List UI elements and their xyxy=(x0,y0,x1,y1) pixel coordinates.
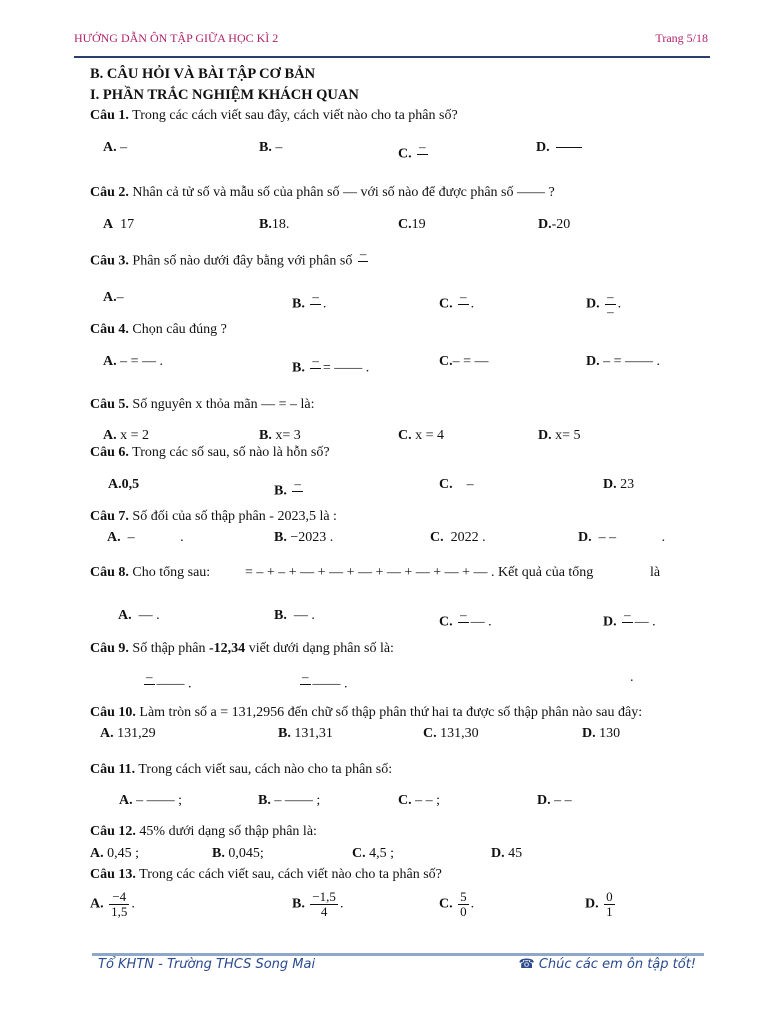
option-d[interactable]: D. $\frac{0}{1}$ xyxy=(585,889,613,919)
option-b[interactable]: B. — . xyxy=(274,608,315,623)
fraction-bar xyxy=(556,147,582,148)
option-c[interactable]: C.– = — xyxy=(439,354,489,369)
option-a[interactable]: A. $\frac{-4}{1,5}$ . xyxy=(90,889,135,919)
footer-message: ☎ Chúc các em ôn tập tốt! xyxy=(518,957,696,972)
section-title: B. CÂU HỎI VÀ BÀI TẬP CƠ BẢN xyxy=(90,66,316,82)
option-a[interactable]: A. – = — . xyxy=(103,354,164,369)
option-c[interactable]: C. x = 4 xyxy=(398,428,445,443)
option-c[interactable]: C. – xyxy=(439,477,474,492)
option-a[interactable]: – —— . xyxy=(146,669,192,692)
footer-school: Tổ KHTN - Trường THCS Song Mai xyxy=(98,957,316,972)
option-b[interactable]: B. – xyxy=(259,140,283,155)
option-b[interactable]: B. −2023 . xyxy=(274,530,334,545)
question-7: Câu 7. Số đối của số thập phân - 2023,5 là : xyxy=(90,509,337,524)
question-label: Câu 1. xyxy=(90,108,129,123)
question-8: Câu 8. Cho tổng sau: = – + – + — + — + — + — + — + — + — . Kết quả của tổng là xyxy=(90,565,661,580)
question-9: Câu 9. Số thập phân -12,34 viết dưới dạng phân số là: xyxy=(90,641,394,656)
option-d[interactable]: D. – = —— . xyxy=(586,354,661,369)
option-b[interactable]: B. – xyxy=(274,476,301,499)
option-d[interactable]: D. xyxy=(536,140,585,156)
option-d[interactable]: D. – — . xyxy=(603,607,656,630)
question-4: Câu 4. Chọn câu đúng ? xyxy=(90,322,227,337)
option-d[interactable]: D. – – xyxy=(537,793,572,808)
option-b[interactable]: B. 0,045; xyxy=(212,846,264,861)
option-b[interactable]: B. – . xyxy=(292,289,327,312)
page-header xyxy=(74,30,710,58)
option-d[interactable]: D. 45 xyxy=(491,846,523,861)
option-a[interactable]: A.0,5 xyxy=(108,477,140,492)
option-c[interactable]: C. – . xyxy=(439,289,475,312)
option-c[interactable]: C. 4,5 ; xyxy=(352,846,395,861)
option-b[interactable]: B. – —— ; xyxy=(258,793,321,808)
option-c[interactable]: C. 131,30 xyxy=(423,726,479,741)
option-d[interactable]: D. 130 xyxy=(582,726,621,741)
option-b[interactable]: B.18. xyxy=(259,217,290,232)
option-b[interactable]: B. – = —— . xyxy=(292,353,370,376)
option-a[interactable]: A. – . xyxy=(107,530,184,545)
option-c[interactable]: C. – xyxy=(398,139,426,162)
question-3: Câu 3. Phân số nào dưới đây bằng với phân số – xyxy=(90,246,367,269)
question-1 xyxy=(90,108,728,124)
question-text: Trong các cách viết sau đây, cách viết nào cho ta phân số? xyxy=(128,108,458,123)
option-a[interactable]: A.– xyxy=(103,290,124,305)
footer-divider xyxy=(92,953,704,956)
option-b[interactable]: – —— . xyxy=(302,669,348,692)
question-6: Câu 6. Trong các số sau, số nào là hỗn số? xyxy=(90,445,330,460)
option-d[interactable]: D. – – . xyxy=(578,530,666,545)
question-13: Câu 13. Trong các cách viết sau, cách viết nào cho ta phân số? xyxy=(90,867,442,882)
question-5: Câu 5. Số nguyên x thỏa mãn — = – là: xyxy=(90,397,315,412)
option-a[interactable]: A. — . xyxy=(118,608,160,623)
option-b[interactable]: B. x= 3 xyxy=(259,428,301,443)
header-title: HƯỚNG DẪN ÔN TẬP GIỮA HỌC KÌ 2 xyxy=(74,31,279,45)
option-b[interactable]: B. $\frac{-1,5}{4}$ . xyxy=(292,889,344,919)
question-10: Câu 10. Làm tròn số a = 131,2956 đến chữ số thập phân thứ hai ta được số thập phân nào sau đây: xyxy=(90,705,643,720)
option-a[interactable]: A. 131,29 xyxy=(100,726,156,741)
option-a[interactable]: A 17 xyxy=(103,217,135,232)
question-2: Câu 2. Nhân cả tử số và mẫu số của phân số — với số nào để được phân số —— ? xyxy=(90,185,555,200)
option-c[interactable]: . xyxy=(630,670,634,685)
option-a[interactable]: A. – xyxy=(103,140,128,155)
option-d[interactable]: D. 23 xyxy=(603,477,635,492)
subsection-title: I. PHẦN TRẮC NGHIỆM KHÁCH QUAN xyxy=(90,87,359,103)
option-d[interactable]: D. $\frac{-}{-}$ . xyxy=(586,289,622,319)
option-c[interactable]: C. $\frac{5}{0}$ . xyxy=(439,889,475,919)
sum-expression-tail: là xyxy=(650,565,661,580)
option-a[interactable]: A. x = 2 xyxy=(103,428,150,443)
option-c[interactable]: C.19 xyxy=(398,217,426,232)
option-c[interactable]: C. – — . xyxy=(439,607,492,630)
option-b[interactable]: B. 131,31 xyxy=(278,726,333,741)
option-c[interactable]: C. – – ; xyxy=(398,793,441,808)
option-c[interactable]: C. 2022 . xyxy=(430,530,486,545)
question-11: Câu 11. Trong cách viết sau, cách nào cho ta phân số: xyxy=(90,762,393,777)
sum-expression: = – + – + — + — + — + — + — + — + — . Kết quả của tổng xyxy=(245,565,594,580)
option-a[interactable]: A. 0,45 ; xyxy=(90,846,140,861)
page-number: Trang 5/18 xyxy=(655,31,708,45)
option-d[interactable]: D. x= 5 xyxy=(538,428,581,443)
option-d[interactable]: D.-20 xyxy=(538,217,571,232)
option-a[interactable]: A. – —— ; xyxy=(119,793,183,808)
question-12: Câu 12. 45% dưới dạng số thập phân là: xyxy=(90,824,317,839)
